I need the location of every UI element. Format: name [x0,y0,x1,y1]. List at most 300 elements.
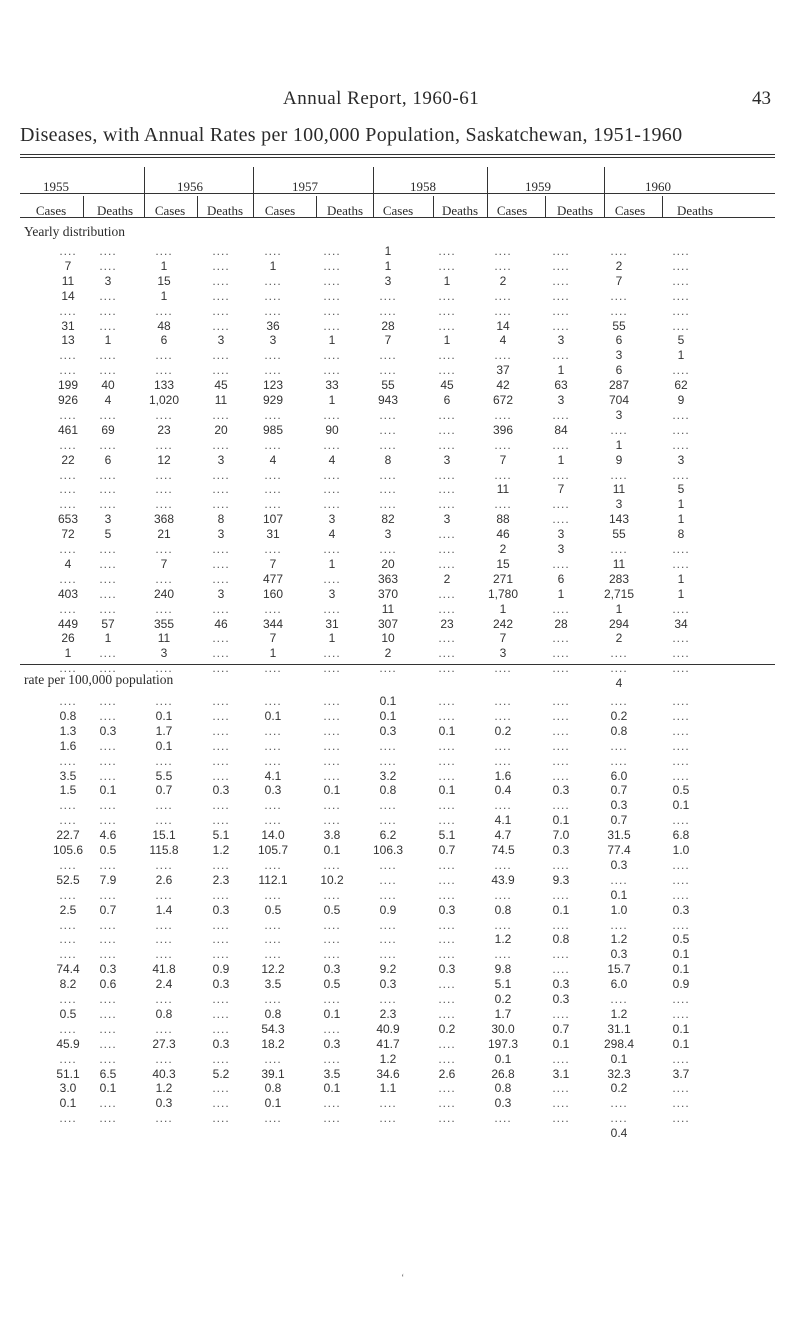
table-cell: .... [672,467,690,482]
table-cell: 0.2 [610,1081,628,1096]
year-1955: 1955 [43,179,69,194]
top-double-rule-1 [20,154,775,155]
table-cell: .... [323,482,341,497]
table-cell: .... [552,273,570,288]
table-cell: .... [610,303,628,318]
table-cell: 5.1 [212,828,230,843]
table-cell: .... [99,1096,117,1111]
table-cell: .... [672,258,690,273]
table-cell: 344 [262,616,284,631]
table-cell: .... [264,348,282,363]
table-cell: 0.1 [494,1051,512,1066]
table-cell: 3 [615,407,623,422]
table-cell: .... [99,258,117,273]
table-cell: .... [99,1006,117,1021]
table-cell: 11 [61,273,75,288]
table-cell: .... [438,586,456,601]
table-cell: 3.5 [59,768,77,783]
table-cell: .... [438,482,456,497]
col-1957-deaths: Deaths [326,203,364,218]
table-cell: .... [212,542,230,556]
table-cell: 6 [557,571,565,586]
table-cell: 370 [377,586,399,601]
table-row [20,468,775,483]
table-cell: .... [323,318,341,333]
table-cell: .... [155,1021,173,1036]
table-cell: 7 [557,482,565,497]
table-cell: .... [99,318,117,333]
table-cell: .... [494,917,512,932]
table-cell: .... [59,932,77,947]
table-cell: .... [212,694,230,708]
table-cell: 1 [677,348,685,363]
table-cell: .... [552,497,570,512]
table-cell: 3 [217,333,225,348]
table-cell: 11 [157,631,171,646]
table-cell: .... [552,467,570,482]
table-row [20,1022,775,1037]
table-cell: 27.3 [152,1036,176,1051]
table-cell: 4.6 [99,828,117,843]
table-cell: 1.1 [379,1081,397,1096]
table-cell: 15.1 [152,828,176,843]
table-cell: .... [552,738,570,753]
table-row [20,977,775,992]
table-cell: .... [99,303,117,318]
table-row [20,858,775,873]
table-cell: 4 [104,393,112,407]
table-cell: .... [438,872,456,887]
table-cell: 0.5 [672,932,690,947]
table-cell: .... [672,694,690,708]
table-cell: .... [155,1051,173,1066]
table-cell: 8.2 [59,977,77,992]
table-cell: 82 [381,512,395,527]
table-cell: 0.2 [610,708,628,723]
table-cell: .... [672,708,690,723]
table-row [20,423,775,438]
table-cell: 0.9 [672,977,690,992]
table-cell: 2.6 [438,1066,456,1081]
table-cell: .... [672,872,690,887]
table-cell: 1.2 [212,843,230,857]
table-cell: .... [212,813,230,828]
table-cell: 54.3 [261,1021,285,1036]
table-cell: 0.3 [438,902,456,917]
table-cell: 2.3 [212,872,230,887]
table-cell: 0.7 [438,843,456,857]
table-cell: .... [59,947,77,962]
table-cell: 0.1 [155,738,173,753]
table-cell: .... [379,288,397,303]
table-cell: .... [99,917,117,932]
table-cell: .... [494,244,512,258]
table-cell: .... [212,738,230,753]
table-cell: 26.8 [491,1066,515,1081]
table-cell: .... [99,482,117,497]
table-cell: 3 [443,452,451,467]
table-cell: 240 [153,586,175,601]
table-cell: 4 [499,333,507,348]
table-cell: 1.2 [379,1051,397,1066]
table-cell: .... [494,497,512,512]
table-cell: 3 [217,586,225,601]
table-cell: .... [99,992,117,1006]
table-cell: .... [610,917,628,932]
table-row [20,918,775,933]
table-cell: .... [438,887,456,902]
table-cell: .... [59,887,77,902]
table-cell: 3 [104,512,112,527]
table-cell: .... [438,694,456,708]
table-cell: .... [323,708,341,723]
table-cell: .... [155,482,173,497]
table-cell: .... [212,467,230,482]
table-cell: .... [438,437,456,452]
table-cell: .... [672,437,690,452]
table-row [20,769,775,784]
table-cell: .... [264,917,282,932]
table-cell: .... [99,798,117,813]
table-cell: .... [59,363,77,378]
table-row [20,289,775,304]
table-cell: .... [672,723,690,738]
table-row [20,932,775,947]
table-cell: 112.1 [258,872,288,887]
table-cell: .... [438,318,456,333]
table-cell: 133 [153,378,175,393]
table-cell: 3 [384,273,392,288]
table-cell: 929 [262,393,284,407]
table-cell: 0.1 [323,1006,341,1021]
table-row [20,527,775,542]
table-cell: .... [438,1006,456,1021]
table-cell: 1 [160,258,168,273]
table-row [20,617,775,632]
table-cell: 1.2 [494,932,512,947]
table-cell: 0.1 [672,962,690,977]
table-cell: .... [212,1051,230,1066]
table-cell: .... [155,947,173,962]
table-cell: 0.1 [99,1081,117,1096]
table-cell: .... [323,723,341,738]
table-cell: 926 [57,393,79,407]
table-cell: 0.9 [379,902,397,917]
table-cell: 0.3 [552,977,570,992]
table-cell: 1 [269,258,277,273]
table-cell: 4 [615,676,623,691]
table-cell: .... [99,813,117,828]
table-cell: .... [494,753,512,768]
table-cell: .... [494,947,512,962]
table-cell: 23 [440,616,454,631]
table-cell: .... [438,932,456,947]
table-cell: .... [323,601,341,616]
table-cell: 9.8 [494,962,512,977]
table-cell: .... [99,932,117,947]
table-cell: 123 [262,378,284,393]
table-cell: .... [212,798,230,813]
table-cell: 242 [492,616,514,631]
table-cell: 1 [615,437,623,452]
table-cell: .... [212,601,230,616]
table-cell: .... [323,258,341,273]
table-cell: .... [155,932,173,947]
table-row [20,363,775,378]
table-cell: .... [610,753,628,768]
table-cell: 363 [377,571,399,586]
table-row [20,587,775,602]
table-cell: .... [552,407,570,422]
table-cell: 0.3 [212,1036,230,1051]
table-cell: .... [552,661,570,676]
table-cell: 0.5 [323,902,341,917]
table-row [20,724,775,739]
table-cell: 307 [377,616,399,631]
table-cell: .... [264,601,282,616]
table-cell: .... [155,813,173,828]
table-cell: 943 [377,393,399,407]
table-cell: 14.0 [261,828,285,843]
table-row [20,333,775,348]
table-cell: 105.6 [52,843,84,857]
table-cell: 4 [328,452,336,467]
table-cell: .... [379,407,397,422]
table-cell: 3 [384,527,392,542]
table-cell: .... [99,694,117,708]
table-cell: 55 [612,318,626,333]
table-cell: .... [379,363,397,378]
table-cell: .... [438,288,456,303]
table-cell: .... [494,661,512,676]
table-cell: .... [155,887,173,902]
table-cell: .... [264,694,282,708]
table-cell: .... [494,288,512,303]
table-cell: 0.7 [610,783,628,798]
table-cell: .... [59,1111,77,1126]
table-cell: .... [552,512,570,527]
table-cell: .... [379,857,397,872]
table-cell: .... [379,947,397,962]
table-cell: .... [212,407,230,422]
table-cell: 14 [496,318,510,333]
table-cell: .... [212,917,230,932]
table-cell: 0.1 [610,1051,628,1066]
table-cell: 653 [57,512,79,527]
table-cell: 4.7 [494,828,512,843]
table-cell: .... [672,244,690,258]
table-cell: .... [99,768,117,783]
table-cell: .... [99,1036,117,1051]
table-cell: .... [212,992,230,1006]
table-cell: 3.8 [323,828,341,843]
table-cell: .... [494,407,512,422]
table-cell: 5.1 [438,828,456,843]
table-cell: .... [212,303,230,318]
table-cell: 31 [61,318,75,333]
table-cell: .... [323,947,341,962]
table-cell: 0.1 [155,708,173,723]
table-cell: .... [155,917,173,932]
table-cell: .... [494,1111,512,1126]
table-cell: 143 [608,512,630,527]
table-cell: .... [264,303,282,318]
table-cell: .... [552,631,570,646]
table-cell: .... [672,303,690,318]
table-cell: 0.2 [494,723,512,738]
table-cell: .... [552,708,570,723]
table-cell: 55 [381,378,395,393]
table-cell: 1 [677,512,685,527]
table-cell: 6.5 [99,1066,117,1081]
table-cell: .... [494,887,512,902]
table-cell: .... [323,244,341,258]
table-row [20,1081,775,1096]
table-cell: .... [672,556,690,571]
table-cell: 106.3 [372,843,404,857]
table-cell: .... [323,467,341,482]
table-cell: 0.3 [379,723,397,738]
col-1958-cases: Cases [382,203,414,218]
table-row [20,378,775,393]
table-cell: 403 [57,586,79,601]
table-cell: 3 [217,452,225,467]
table-row [20,1126,775,1141]
table-row [20,709,775,724]
table-cell: 31.1 [607,1021,631,1036]
table-cell: 1 [328,333,336,348]
table-cell: .... [610,288,628,303]
table-cell: .... [323,1111,341,1126]
table-cell: .... [212,932,230,947]
table-cell: .... [59,601,77,616]
table-cell: .... [323,857,341,872]
table-cell: 36 [266,318,280,333]
table-cell: .... [672,542,690,556]
table-cell: 42 [496,378,510,393]
table-cell: 41.8 [152,962,176,977]
table-cell: 6.2 [379,828,397,843]
table-cell: .... [99,1051,117,1066]
table-row [20,783,775,798]
table-cell: .... [438,857,456,872]
table-cell: .... [323,273,341,288]
table-cell: .... [379,738,397,753]
table-cell: 0.3 [212,783,230,798]
table-cell: 3.0 [59,1081,77,1096]
table-cell: 0.3 [610,857,628,872]
table-cell: .... [212,753,230,768]
table-cell: .... [264,992,282,1006]
table-cell: .... [438,661,456,676]
table-cell: .... [323,1096,341,1111]
table-cell: .... [212,947,230,962]
year-1956: 1956 [177,179,203,194]
table-row [20,557,775,572]
table-cell: 0.4 [610,1126,628,1141]
table-cell: .... [438,303,456,318]
table-cell: .... [610,646,628,661]
table-cell: 197.3 [487,1036,519,1051]
table-cell: .... [264,1111,282,1126]
table-cell: .... [155,857,173,872]
table-cell: 271 [492,571,514,586]
table-cell: .... [438,977,456,992]
table-cell: .... [212,348,230,363]
table-cell: 0.2 [438,1021,456,1036]
table-cell: .... [552,303,570,318]
table-cell: 1 [160,288,168,303]
table-cell: 0.3 [99,962,117,977]
table-cell: 8 [677,527,685,542]
table-cell: .... [59,497,77,512]
table-row [20,631,775,646]
col-1955-cases: Cases [35,203,67,218]
table-cell: 14 [61,288,75,303]
table-cell: .... [672,407,690,422]
table-cell: 0.9 [212,962,230,977]
table-row [20,438,775,453]
table-cell: 0.1 [438,723,456,738]
table-cell: .... [438,753,456,768]
table-cell: 34.6 [376,1066,400,1081]
table-cell: 1 [443,333,451,348]
table-cell: 0.8 [552,932,570,947]
table-cell: 8 [217,512,225,527]
table-cell: 48 [157,318,171,333]
table-cell: 40 [101,378,115,393]
table-cell: 1.7 [494,1006,512,1021]
table-cell: 0.1 [672,1036,690,1051]
table-cell: .... [59,467,77,482]
table-cell: .... [155,497,173,512]
table-cell: 31.5 [607,828,631,843]
table-cell: 0.1 [59,1096,77,1111]
table-cell: .... [379,422,397,437]
table-cell: .... [323,497,341,512]
table-cell: .... [59,661,77,676]
table-cell: 7.0 [552,828,570,843]
table-cell: 1.2 [610,932,628,947]
table-cell: .... [323,694,341,708]
table-cell: 2 [615,258,623,273]
table-row [20,676,775,691]
table-cell: 8 [384,452,392,467]
table-cell: .... [494,798,512,813]
table-cell: .... [155,303,173,318]
table-cell: .... [552,917,570,932]
table-cell: 3.7 [672,1066,690,1081]
table-cell: .... [438,542,456,556]
table-cell: .... [323,887,341,902]
table-cell: 0.1 [379,694,397,708]
table-cell: 7 [615,273,623,288]
table-cell: 3 [217,527,225,542]
table-cell: .... [672,288,690,303]
table-cell: .... [264,273,282,288]
table-cell: 46 [214,616,228,631]
table-cell: .... [552,348,570,363]
table-cell: .... [438,768,456,783]
table-cell: .... [672,1081,690,1096]
col-1960-deaths: Deaths [676,203,714,218]
table-cell: .... [438,601,456,616]
table-cell: 0.1 [438,783,456,798]
table-cell: 985 [262,422,284,437]
table-cell: .... [672,1006,690,1021]
table-cell: 2 [499,273,507,288]
table-cell: 6.0 [610,977,628,992]
